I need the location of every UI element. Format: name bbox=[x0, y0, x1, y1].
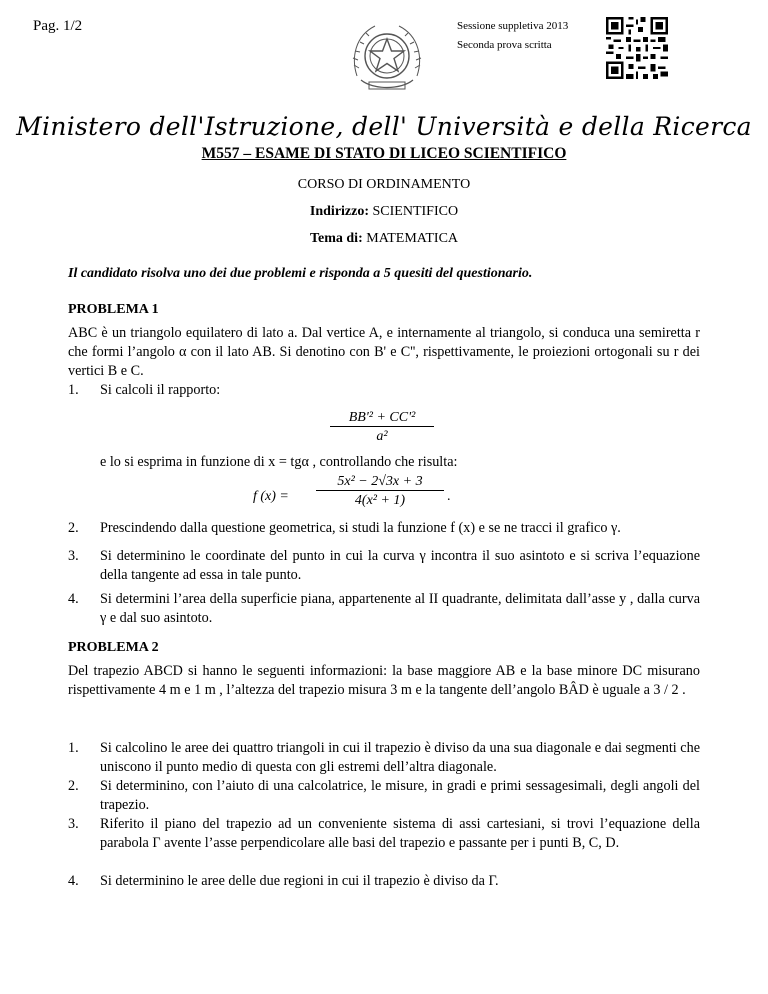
item-text: Si determinino le coordinate del punto in cui la curva γ incontra il suo asintoto e si scriva l’equazione della tangente ad essa in tale punto. bbox=[100, 548, 700, 583]
express-line: e lo si esprima in funzione di x = tgα , controllando che risulta: bbox=[100, 454, 458, 470]
function-numerator: 5x² − 2√3x + 3 bbox=[337, 474, 423, 489]
course-label: CORSO DI ORDINAMENTO bbox=[297, 177, 471, 192]
problem2-item-4 bbox=[68, 872, 700, 891]
ministry-title: Ministero dell'Istruzione, dell' Università e della Ricerca bbox=[16, 112, 752, 141]
problem1-item-1 bbox=[68, 381, 700, 400]
problem2-intro: Del trapezio ABCD si hanno le seguenti informazioni: la base maggiore AB e la base minore DC misurano rispettivamente 4 m e 1 m , l’altezza del trapezio misura 3 m e la tangente dell’angolo BÂD è uguale a 3 / 2 . bbox=[68, 663, 700, 698]
function-fraction bbox=[316, 474, 444, 509]
problem2-item-3 bbox=[68, 815, 700, 853]
item-text: Si determinino le aree delle due regioni in cui il trapezio è diviso da Γ. bbox=[100, 873, 499, 889]
function-denominator: 4(x² + 1) bbox=[316, 490, 444, 509]
item-text: Si determini l’area della superficie piana, appartenente al II quadrante, delimitata dall’asse y , dalla curva γ e dal suo asintoto. bbox=[100, 591, 700, 626]
item-number: 2. bbox=[68, 778, 79, 794]
problem1-item-3 bbox=[68, 547, 700, 585]
address-value: SCIENTIFICO bbox=[372, 204, 459, 219]
proof-label: Seconda prova scritta bbox=[457, 39, 552, 51]
page-number: Pag. 1/2 bbox=[33, 18, 83, 34]
ratio-denominator: a² bbox=[330, 426, 434, 445]
theme-line bbox=[0, 231, 768, 247]
problem2-item-1 bbox=[68, 739, 700, 777]
function-end: . bbox=[447, 489, 451, 504]
function-lhs: f (x) = bbox=[253, 489, 289, 504]
exam-title: M557 – ESAME DI STATO DI LICEO SCIENTIFICO bbox=[201, 145, 567, 162]
republic-emblem-icon bbox=[347, 18, 427, 100]
item-text: Si calcolino le aree dei quattro triangoli in cui il trapezio è diviso da una sua diagonale e dai segmenti che uniscono il punto medio di questa con gli estremi dell’altra diagonale. bbox=[100, 740, 700, 775]
theme-label: Tema di: bbox=[309, 231, 363, 246]
ratio-fraction bbox=[330, 410, 434, 445]
item-text: Prescindendo dalla questione geometrica, si studi la funzione f (x) e se ne tracci il grafico γ. bbox=[100, 520, 621, 536]
item-text: Si calcoli il rapporto: bbox=[100, 382, 221, 398]
theme-value: MATEMATICA bbox=[366, 231, 459, 246]
problem1-item-2 bbox=[68, 519, 700, 538]
problem2-title: PROBLEMA 2 bbox=[68, 640, 159, 655]
session-label: Sessione suppletiva 2013 bbox=[457, 20, 569, 32]
qr-code-icon bbox=[606, 17, 668, 79]
item-number: 3. bbox=[68, 548, 79, 564]
item-text: Riferito il piano del trapezio ad un conveniente sistema di assi cartesiani, si trovi l’equazione della parabola Γ avente l’asse perpendicolare alle basi del trapezio e passante per i punti B, C, D. bbox=[100, 816, 700, 851]
session-info bbox=[457, 17, 568, 55]
problem2-item-2 bbox=[68, 777, 700, 815]
item-number: 2. bbox=[68, 520, 79, 536]
address-line bbox=[0, 204, 768, 220]
item-number: 1. bbox=[68, 382, 79, 398]
problem1-item-4 bbox=[68, 590, 700, 628]
item-number: 4. bbox=[68, 591, 79, 607]
address-label: Indirizzo: bbox=[309, 204, 370, 219]
item-text: Si determinino, con l’aiuto di una calcolatrice, le misure, in gradi e primi sessagesimali, degli angoli del trapezio. bbox=[100, 778, 700, 813]
ratio-numerator: BB'² + CC'² bbox=[348, 410, 416, 425]
item-number: 1. bbox=[68, 740, 79, 756]
instruction: Il candidato risolva uno dei due problemi e risponda a 5 quesiti del questionario. bbox=[68, 266, 533, 281]
item-number: 3. bbox=[68, 816, 79, 832]
item-number: 4. bbox=[68, 873, 79, 889]
problem1-intro: ABC è un triangolo equilatero di lato a. Dal vertice A, e internamente al triangolo, si conduca una semiretta r che formi l’angolo α con il lato AB. Si denotino con B' e C'', rispettivamente, le proiezioni ortogonali su r dei vertici B e C. bbox=[68, 325, 700, 379]
problem1-title: PROBLEMA 1 bbox=[68, 302, 159, 317]
